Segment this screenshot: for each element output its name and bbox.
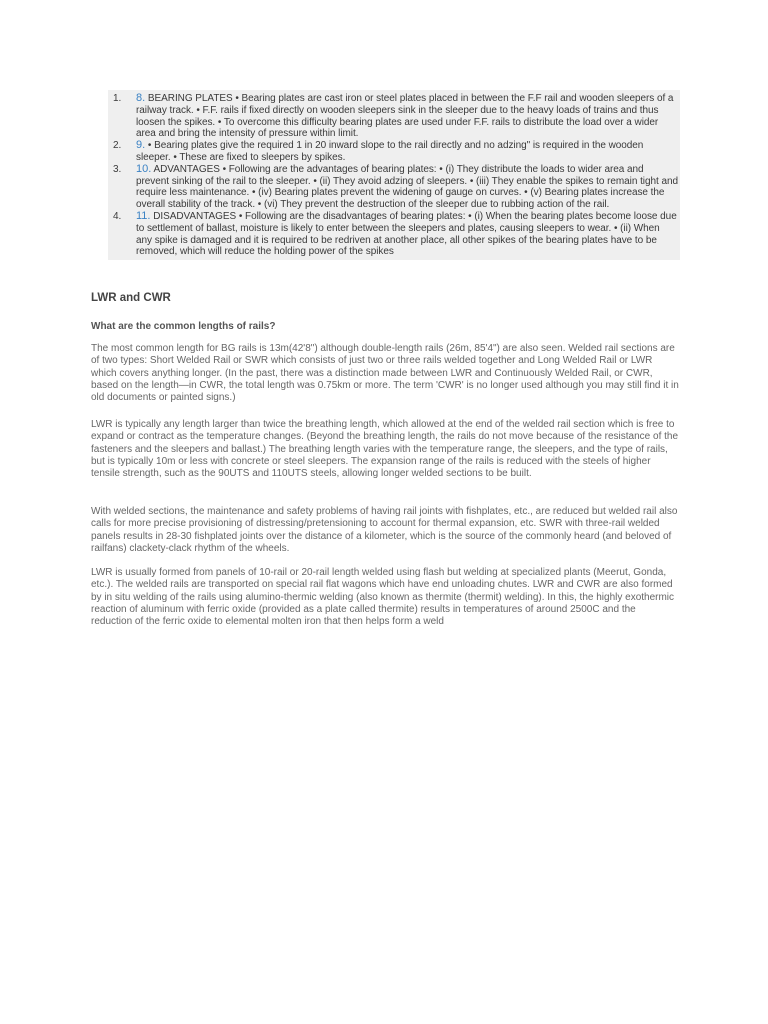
paragraph-rail-lengths: The most common length for BG rails is 13m(42'8") although double-length rails (26m, 85'4") are also seen. Welded rail sections are of two types: Short Welded Rail or SWR which consists of just two or three rails welded together and Long Welded Rail or LWR which covers anything longer. (In the past, there was a distinction made between LWR and Continuously Welded Rail, or CWR, based on the length—in CWR, the total length was 0.75km or more. The term 'CWR' is no longer used although you may still find it in old documents or painted signs.) xyxy=(91,343,679,404)
section-question: What are the common lengths of rails? xyxy=(91,321,276,332)
list-item-index: 9. xyxy=(136,139,146,152)
list-item xyxy=(108,164,680,211)
paragraph-welded-sections: With welded sections, the maintenance and safety problems of having rail joints with fishplates, etc., are reduced but welded rail also calls for more precise provisioning of distressing/pretensioning to account for thermal expansion, etc. SWR with three-rail welded panels results in 28-30 fishplated joints over the distance of a kilometer, which is the source of the commonly heard (and beloved of railfans) clackety-clack rhythm of the wheels. xyxy=(91,506,678,554)
list-item-index: 11. xyxy=(136,209,151,222)
bearing-plates-list xyxy=(108,90,680,260)
list-item-number: 3. xyxy=(113,163,122,175)
list-item-text: • Bearing plates give the required 1 in 20 inward slope to the rail directly and no adzing" is required in the wooden sleeper. • These are fixed to sleepers by spikes. xyxy=(136,140,644,163)
list-item-number: 2. xyxy=(113,140,122,152)
list-item xyxy=(108,211,680,258)
list-item-index: 10. xyxy=(136,162,152,175)
list-item-text: BEARING PLATES • Bearing plates are cast iron or steel plates placed in between the F.F rail and wooden sleepers of a railway track. • F.F. rails if fixed directly on wooden sleepers sink in the sleeper due to the heavy loads of trains and thus loosen the spikes. • To overcome this difficulty bearing plates are used under F.F. rails to distribute the load over a wider area and bring the intensity of pressure within limit. xyxy=(136,93,674,140)
list-item-text: ADVANTAGES • Following are the advantages of bearing plates: • (i) They distribute the loads to wider area and prevent sinking of the rail to the sleeper. • (ii) They avoid adzing of sleepers. • (iii) They enable the spikes to remain tight and require less maintenance. • (iv) Bearing plates prevent the widening of gauge on curves. • (v) Bearing plates increase the overall stability of the track. • (vi) They prevent the destruction of the sleeper due to rubbing action of the rail. xyxy=(136,163,678,211)
list-item-number: 4. xyxy=(113,210,122,222)
paragraph-lwr-formation: LWR is usually formed from panels of 10-rail or 20-rail length welded using flash but welding at specialized plants (Meerut, Gonda, etc.). The welded rails are transported on special rail flat wagons which have end unloading chutes. LWR and CWR are also formed by in situ welding of the rails using alumino-thermic welding (also known as thermite (thermit) welding). In this, the highly exothermic reaction of aluminum with ferric oxide (provided as a plate called thermite) results in temperatures of around 2500C and the reduction of the ferric oxide to elemental molten iron that then helps form a weld xyxy=(91,567,675,628)
list-item-number: 1. xyxy=(113,93,122,104)
list-item-text: DISADVANTAGES • Following are the disadvantages of bearing plates: • (i) When the bearing plates become loose due to settlement of ballast, moisture is likely to enter between the sleepers and plates, causing sleepers to wear. • (ii) When any spike is damaged and it is required to be redriven at another place, all other spikes of the bearing plates have to be removed, which will reduce the holding power of the spikes xyxy=(136,210,677,258)
list-item xyxy=(108,93,680,140)
list-item-index: 8. xyxy=(136,92,146,104)
list-item xyxy=(108,140,680,164)
section-title: LWR and CWR xyxy=(91,292,171,304)
paragraph-breathing-length: LWR is typically any length larger than twice the breathing length, which allowed at the end of the welded rail section which is free to expand or contract as the temperature changes. (Beyond the breathing length, the rails do not move because of the resistance of the fasteners and the sleepers and ballast.) The breathing length varies with the temperature range, the sleepers, and the type of rails, but is typically 10m or less with concrete or steel sleepers. The expansion range of the rails is reduced with the steels of higher tensile strength, such as the 90UTS and 110UTS steels, allowing longer welded sections to be built. xyxy=(91,419,679,480)
